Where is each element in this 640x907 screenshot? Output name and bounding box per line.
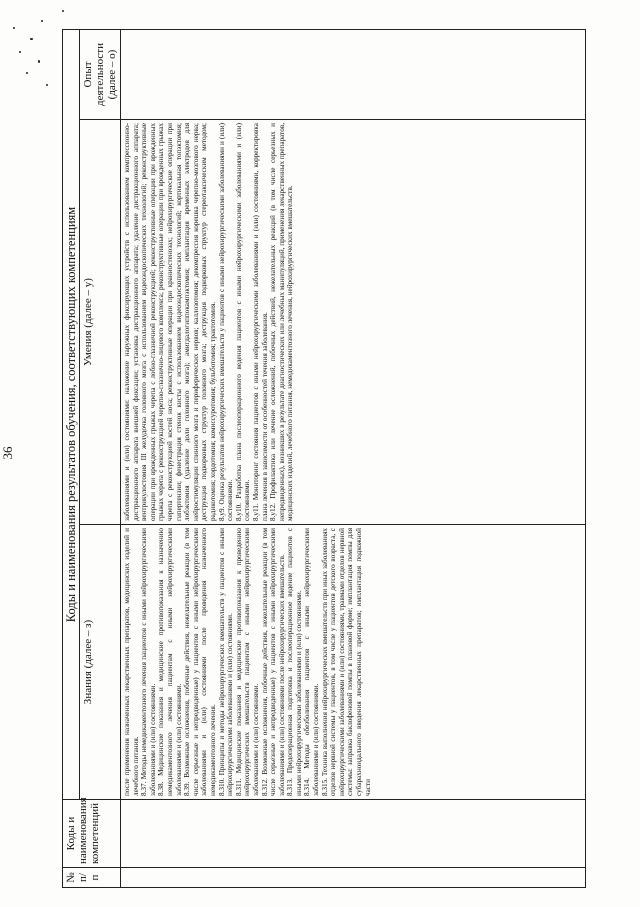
knowledge-item: 8.37. Методы немедикаментозного лечения пациентов с иными нейрохирургическими заболеваниями и (или) состояниями. xyxy=(140,528,157,796)
page-number: 36 xyxy=(0,446,15,460)
header-codes: Коды и наименования компетенций xyxy=(63,800,121,868)
rotated-sheet xyxy=(0,30,586,888)
knowledge-item: 8.38. Медицинские показания и медицинские противопоказания к назначению немедикаментозного лечения пациентам с иными нейрохирургическими заболеваниями и (или) состояниями. xyxy=(157,528,183,796)
competencies-table xyxy=(62,29,586,888)
scan-speck xyxy=(26,72,28,74)
knowledge-item: 8.314. Методы обезболивания пациентов с иными нейрохирургическими заболеваниями и (или) состояниями. xyxy=(303,528,321,796)
scan-speck xyxy=(46,84,48,86)
skills-item: заболеваниями и (или) состояниями: наложение наружных фиксирующих устройств с использованием компрессионно-дистракционного аппарата внешней фиксации; установка дистракционного аппарата; удаление дистракционного аппарата; вентрикулостомия III желудочка головного мозга с использованием видеоэндоскопических технологий; реконструктивные операции при врожденных грыжах черепа с лобно-глазничной реконструкцией; реконструктивные операции при врожденных грыжах черепа с реконструкцией черепно-глазнично-лицевого комплекса; реконструктивные операции при врожденных грыжах черепа с реконструкцией костей носа; реконструктивные операции при краниостенозах; нейрохирургические операции при гипертензии; фенестрация стенок кисты с использованием видеоэндоскопических технологий; кортикальная топэктомия; лобэктомия (удаление доли головного мозга); амигдалогиппокампэктомия; имплантация временных электродов для нейростимуляции спинного мозга и периферических нервов; каллозотомия; декомпрессия корешка черепно-мозгового нерва; деструкция подкорковых структур головного мозга; деструкция подкорковых структур стереотаксическим методом; радикотомия; хордотомия; комиссуротомия; бульботомия; трактотомия. xyxy=(123,123,217,521)
knowledge-cell xyxy=(121,525,586,800)
skills-item: 8.у10. Разработка плана послеоперационного ведения пациентов с иными нейрохирургическими заболеваниями и (или) состояниями. xyxy=(234,123,252,521)
header-experience: Опыт деятельности (далее – о) xyxy=(80,29,121,119)
scan-speck xyxy=(30,38,33,40)
scan-speck xyxy=(13,27,15,29)
skills-item: 8.у11. Мониторинг состояния пациентов с иными нейрохирургическими заболеваниями и (или) состояниями, корректировка плана лечения в зависимости от особенностей течения заболевания. xyxy=(251,123,269,521)
scan-speck xyxy=(41,20,43,22)
knowledge-item: после применения назначенных лекарственных препаратов, медицинских изделий и лечебного питания. xyxy=(123,528,140,796)
header-results: Коды и наименования результатов обучения, соответствующих компетенциям xyxy=(63,29,80,799)
header-number: № п/п xyxy=(63,868,121,888)
header-skills: Умения (далее – у) xyxy=(80,120,121,525)
scan-speck xyxy=(38,60,40,63)
skills-item: 8.у12. Профилактика или лечение осложнений, побочных действий, нежелательных реакций (в том числе серьезных и непредвиденных), возникших в результате диагностических или лечебных манипуляций, применения лекарственных препаратов, медицинских изделий, лечебного питания, немедикаментозного лечения, нейрохирургических вмешательств. xyxy=(269,123,295,521)
knowledge-item: 8.311. Медицинские показания и медицинские противопоказания к проведению нейрохирургических вмешательств пациентам с иными нейрохирургическими заболеваниями и (или) состояниями. xyxy=(234,528,260,796)
knowledge-item: 8.315. Техника выполнения нейрохирургических вмешательств при иных заболеваниях отделов нервной системы у пациентов, в том числе у пациентов детского возраста, с нейрохирургическими заболеваниями и (или) состояниями, травмами отделов нервной системы: заправка баклофеновой помпы в плановой форме; имплантация помпы для субарахноидального введения лекарственных препаратов; имплантация подкожной части xyxy=(320,528,372,796)
scan-speck xyxy=(62,10,64,12)
knowledge-item: 8.39. Возможные осложнения, побочные действия, нежелательные реакции (в том числе серьезные и непредвиденные) у пациентов с иными нейрохирургическими заболеваниями и (или) состояниями после проведения назначенного немедикаментозного лечения. xyxy=(183,528,217,796)
row-number-cell xyxy=(121,868,586,888)
knowledge-item: 8.313. Предоперационная подготовка и послеоперационное ведение пациентов с иными нейрохирургическими заболеваниями и (или) состояниями. xyxy=(286,528,303,796)
knowledge-item: 8.312. Возможные осложнения, побочные действия, нежелательные реакции (в том числе серьезные и непредвиденные) у пациентов с иными нейрохирургическими заболеваниями и (или) состояниями после нейрохирургических вмешательств. xyxy=(260,528,286,796)
skills-item: 8.у9. Оценка результатов нейрохирургических вмешательств у пациентов с иными нейрохирургическими заболеваниями и (или) состояниями. xyxy=(217,123,235,521)
skills-cell xyxy=(121,120,586,525)
experience-cell xyxy=(121,29,586,119)
scan-speck xyxy=(19,51,21,53)
codes-cell xyxy=(121,800,586,868)
header-knowledge: Знания (далее – з) xyxy=(80,525,121,800)
knowledge-item: 8.310. Принципы и методы нейрохирургических вмешательств у пациентов с иными нейрохирургическими заболеваниями и (или) состояниями. xyxy=(217,528,235,796)
